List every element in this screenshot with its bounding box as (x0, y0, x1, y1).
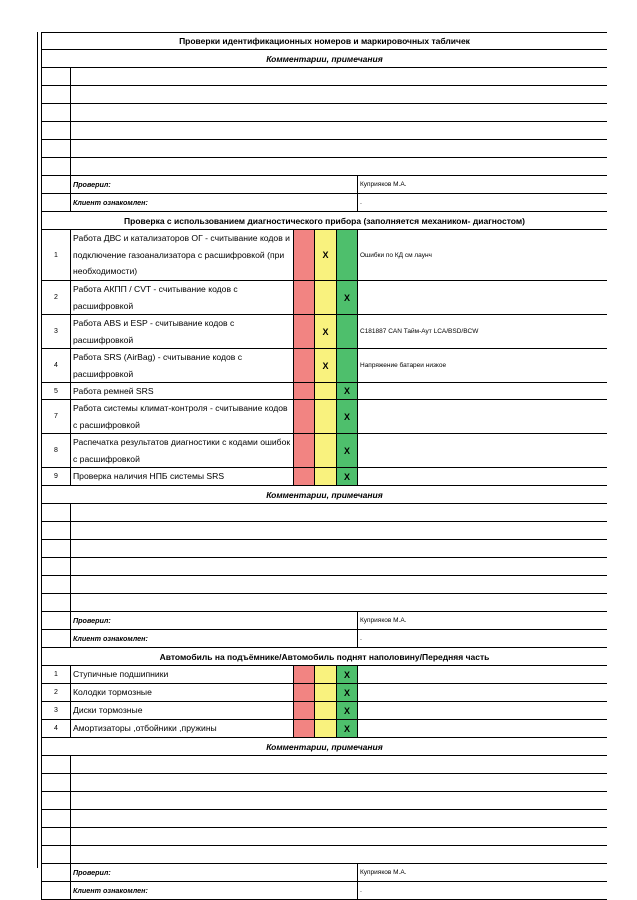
checked-label: Проверил: (70, 612, 357, 629)
status-green[interactable]: X (336, 400, 357, 433)
status-yellow[interactable]: X (314, 230, 336, 280)
table-row (41, 720, 607, 738)
item-note: Ошибки по КД см лаунч (357, 230, 607, 280)
status-red[interactable] (293, 315, 314, 348)
status-yellow[interactable] (314, 281, 336, 314)
status-red[interactable] (293, 383, 314, 399)
status-green[interactable]: X (336, 281, 357, 314)
comment-row[interactable] (41, 104, 607, 122)
table-row (41, 702, 607, 720)
table-row (41, 281, 607, 315)
comment-row[interactable] (41, 810, 607, 828)
table-row (41, 684, 607, 702)
item-text: Амортизаторы ,отбойники ,пружины (70, 720, 293, 737)
client-value: . (357, 630, 607, 647)
comment-row[interactable] (41, 774, 607, 792)
section1-title: Проверки идентификационных номеров и маркировочных табличек (41, 33, 607, 49)
item-text: Работа ДВС и катализаторов ОГ - считывание кодов и подключение газоанализатора с расшифровкой (при необходимости) (70, 230, 293, 280)
item-text: Работа системы климат-контроля - считывание кодов с расшифровкой (70, 400, 293, 433)
status-green[interactable]: X (336, 434, 357, 467)
item-number: 7 (41, 400, 70, 433)
comment-row[interactable] (41, 68, 607, 86)
item-note (357, 434, 607, 467)
status-green[interactable]: X (336, 468, 357, 485)
comment-row[interactable] (41, 558, 607, 576)
item-number: 9 (41, 468, 70, 485)
comment-row[interactable] (41, 122, 607, 140)
section1-checked-row (41, 176, 607, 194)
item-number: 3 (41, 315, 70, 348)
status-green[interactable]: X (336, 666, 357, 683)
item-number: 4 (41, 349, 70, 382)
item-text: Работа ремней SRS (70, 383, 293, 399)
status-yellow[interactable] (314, 468, 336, 485)
item-text: Ступичные подшипники (70, 666, 293, 683)
status-red[interactable] (293, 468, 314, 485)
item-note (357, 720, 607, 737)
comment-row[interactable] (41, 504, 607, 522)
inspection-sheet (41, 32, 607, 900)
item-note (357, 400, 607, 433)
item-number: 2 (41, 684, 70, 701)
item-text: Работа ABS и ESP - считывание кодов с расшифровкой (70, 315, 293, 348)
section3-comments-title: Комментарии, примечания (41, 738, 607, 755)
status-yellow[interactable] (314, 666, 336, 683)
section2-comments-header (41, 486, 607, 504)
comment-row[interactable] (41, 792, 607, 810)
status-red[interactable] (293, 684, 314, 701)
status-red[interactable] (293, 434, 314, 467)
status-green[interactable]: X (336, 720, 357, 737)
section3-client-row (41, 882, 607, 900)
status-red[interactable] (293, 666, 314, 683)
table-row (41, 468, 607, 486)
section1-comments-header (41, 50, 607, 68)
section1-comments-title: Комментарии, примечания (41, 50, 607, 67)
section3-comments-header (41, 738, 607, 756)
checked-name: Куприяков М.А. (357, 176, 607, 193)
checked-name: Куприяков М.А. (357, 864, 607, 881)
comment-row[interactable] (41, 158, 607, 176)
table-row (41, 434, 607, 468)
client-label: Клиент ознакомлен: (70, 194, 357, 211)
client-label: Клиент ознакомлен: (70, 630, 357, 647)
status-green[interactable] (336, 230, 357, 280)
section1-client-row (41, 194, 607, 212)
table-row (41, 383, 607, 400)
item-note: Напряжение батареи низкое (357, 349, 607, 382)
section1-title-row (41, 32, 607, 50)
status-yellow[interactable]: X (314, 315, 336, 348)
status-red[interactable] (293, 400, 314, 433)
left-border-line (37, 32, 38, 868)
status-yellow[interactable] (314, 434, 336, 467)
comment-row[interactable] (41, 594, 607, 612)
status-green[interactable]: X (336, 383, 357, 399)
table-row (41, 315, 607, 349)
item-number: 2 (41, 281, 70, 314)
item-number: 1 (41, 230, 70, 280)
item-note: C181887 CAN Тайм-Аут LCA/BSD/BCW (357, 315, 607, 348)
status-yellow[interactable]: X (314, 349, 336, 382)
item-text: Колодки тормозные (70, 684, 293, 701)
status-red[interactable] (293, 349, 314, 382)
table-row (41, 400, 607, 434)
table-row (41, 230, 607, 281)
client-value: . (357, 882, 607, 899)
section2-client-row (41, 630, 607, 648)
section2-title: Проверка с использованием диагностического прибора (заполняется механиком- диагностом) (41, 212, 607, 229)
status-green[interactable] (336, 315, 357, 348)
item-number: 3 (41, 702, 70, 719)
table-row (41, 349, 607, 383)
item-note (357, 468, 607, 485)
item-text: Проверка наличия НПБ системы SRS (70, 468, 293, 485)
item-note (357, 666, 607, 683)
comment-row[interactable] (41, 846, 607, 864)
status-red[interactable] (293, 720, 314, 737)
status-green[interactable]: X (336, 684, 357, 701)
item-note (357, 702, 607, 719)
item-number: 4 (41, 720, 70, 737)
status-green[interactable]: X (336, 702, 357, 719)
item-text: Работа АКПП / CVT - считывание кодов с расшифровкой (70, 281, 293, 314)
status-red[interactable] (293, 230, 314, 280)
comment-row[interactable] (41, 86, 607, 104)
table-row (41, 666, 607, 684)
checked-label: Проверил: (70, 176, 357, 193)
item-text: Диски тормозные (70, 702, 293, 719)
item-note (357, 684, 607, 701)
item-text: Распечатка результатов диагностики с кодами ошибок с расшифровкой (70, 434, 293, 467)
comment-row[interactable] (41, 828, 607, 846)
comment-row[interactable] (41, 756, 607, 774)
item-number: 1 (41, 666, 70, 683)
checked-label: Проверил: (70, 864, 357, 881)
status-yellow[interactable] (314, 400, 336, 433)
client-value: . (357, 194, 607, 211)
comment-row[interactable] (41, 522, 607, 540)
comment-row[interactable] (41, 140, 607, 158)
checked-name: Куприяков М.А. (357, 612, 607, 629)
client-label: Клиент ознакомлен: (70, 882, 357, 899)
section3-title-row (41, 648, 607, 666)
comment-row[interactable] (41, 576, 607, 594)
section3-checked-row (41, 864, 607, 882)
section3-title: Автомобиль на подъёмнике/Автомобиль поднят наполовину/Передняя часть (41, 648, 607, 665)
comment-row[interactable] (41, 540, 607, 558)
item-text: Работа SRS (AirBag) - считывание кодов с расшифровкой (70, 349, 293, 382)
section2-comments-title: Комментарии, примечания (41, 486, 607, 503)
status-yellow[interactable] (314, 702, 336, 719)
status-red[interactable] (293, 281, 314, 314)
section2-checked-row (41, 612, 607, 630)
status-yellow[interactable] (314, 720, 336, 737)
status-red[interactable] (293, 702, 314, 719)
item-number: 8 (41, 434, 70, 467)
section2-title-row (41, 212, 607, 230)
item-note (357, 383, 607, 399)
status-green[interactable] (336, 349, 357, 382)
status-yellow[interactable] (314, 684, 336, 701)
status-yellow[interactable] (314, 383, 336, 399)
item-number: 5 (41, 383, 70, 399)
item-note (357, 281, 607, 314)
